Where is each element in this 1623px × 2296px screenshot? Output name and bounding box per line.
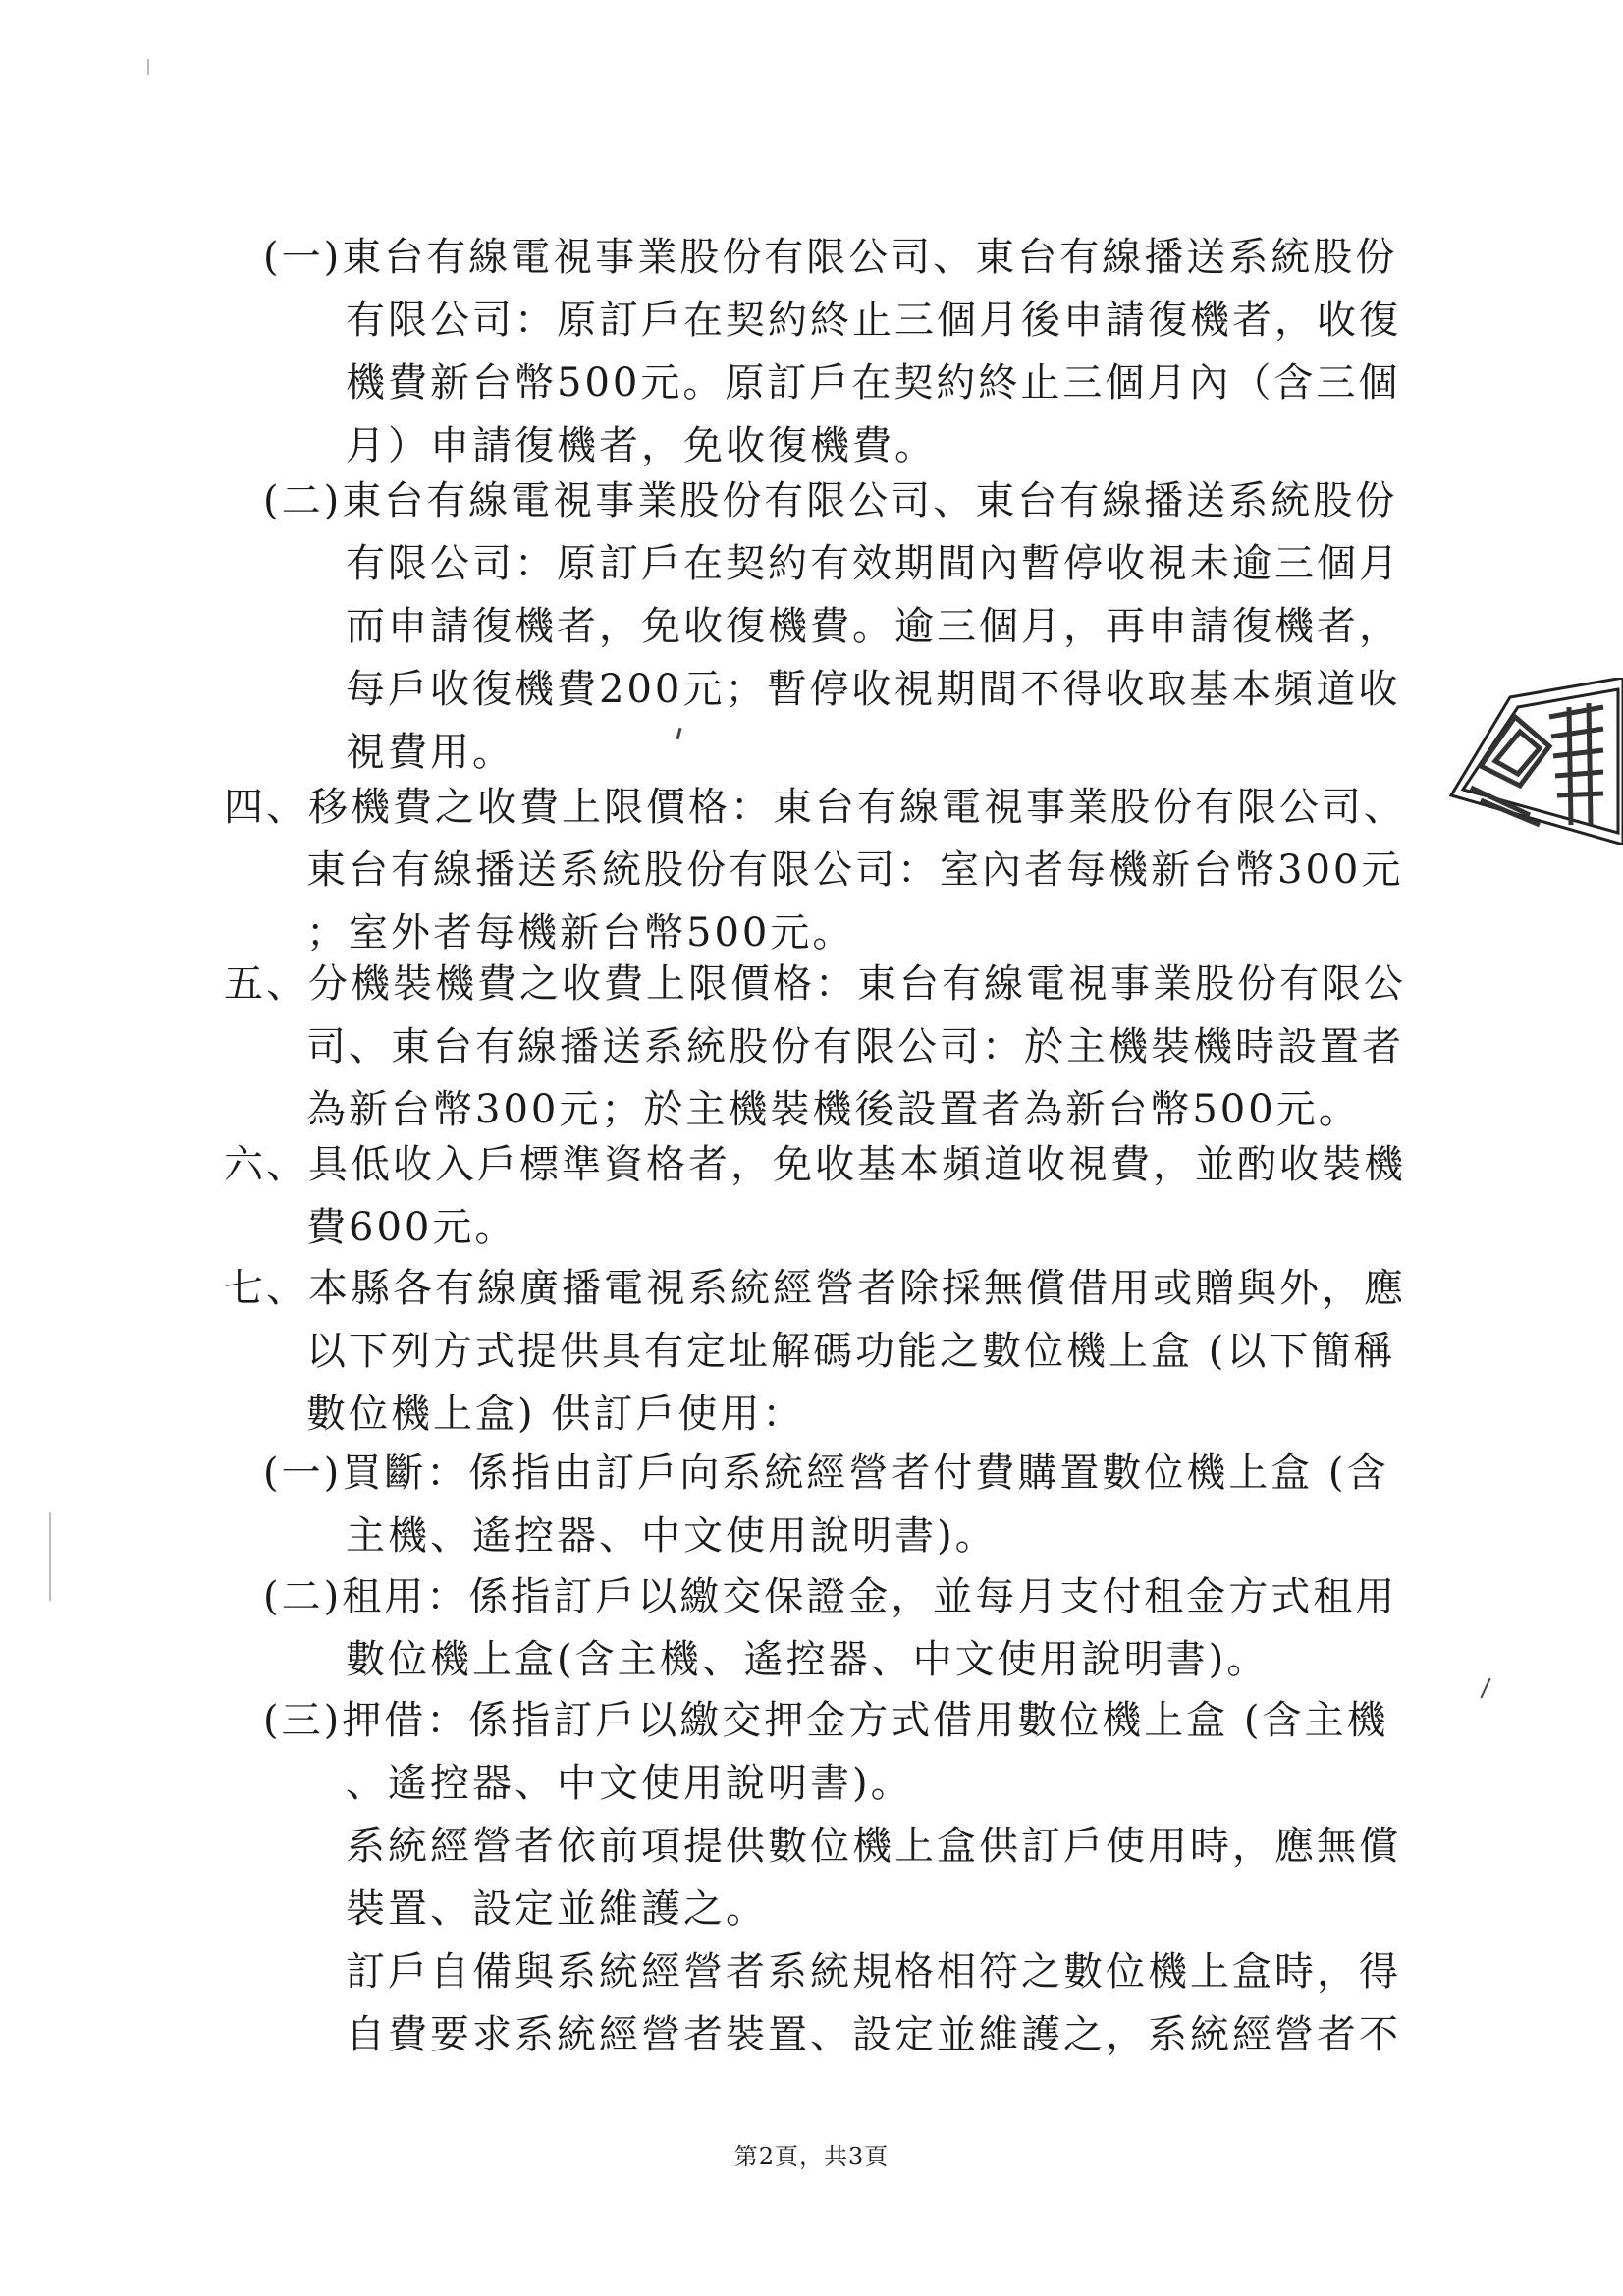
section-3-subitem-2 (263, 469, 1397, 532)
paragraph-line: 而申請復機者，免收復機費。逾三個月，再申請復機者， (346, 604, 1401, 649)
paragraph-line: 訂戶自備與系統經營者系統規格相符之數位機上盒時，得 (346, 1949, 1401, 1995)
paragraph-line: 有限公司：原訂戶在契約終止三個月後申請復機者，收復 (346, 298, 1401, 343)
section-7-subitem-2 (263, 1565, 1397, 1628)
paragraph-line: 裝置、設定並維護之。 (346, 1886, 768, 1932)
paragraph-line: 東台有線播送系統股份有限公司：室內者每機新台幣300元 (306, 847, 1404, 893)
paragraph-line: 數位機上盒(含主機、遙控器、中文使用說明書)。 (346, 1637, 1270, 1682)
section-6 (224, 1133, 1406, 1196)
paragraph-line: 東台有線電視事業股份有限公司、東台有線播送系統股份 (342, 235, 1398, 280)
section-3-subitem-2-cont (346, 532, 1401, 784)
paragraph-line: 、遙控器、中文使用說明書)。 (346, 1761, 913, 1806)
paragraph-line: 數位機上盒) 供訂戶使用： (306, 1392, 805, 1437)
section-3-subitem-1-cont (346, 289, 1401, 477)
paragraph-line: 七、本縣各有線廣播電視系統經營者除採無償借用或贈與外，應 (224, 1266, 1406, 1311)
section-4 (224, 776, 1406, 839)
section-7-subitem-1 (263, 1442, 1389, 1504)
section-7-subitem-2-cont (346, 1628, 1269, 1691)
paragraph-line: 機費新台幣500元。原訂戶在契約終止三個月內（含三個 (346, 360, 1401, 406)
page-number-footer: 第2頁，共3頁 (733, 2143, 890, 2170)
paragraph-line: 六、具低收入戶標準資格者，免收基本頻道收視費，並酌收裝機 (224, 1142, 1406, 1187)
scan-mark (49, 1512, 51, 1601)
section-5-cont (306, 1015, 1404, 1141)
official-seal-stamp (1441, 678, 1623, 845)
subitem-label: (一) (263, 235, 343, 280)
paragraph-line: 自費要求系統經營者裝置、設定並維護之，系統經營者不 (346, 2012, 1401, 2057)
paragraph-line: 司、東台有線播送系統股份有限公司：於主機裝機時設置者 (306, 1024, 1404, 1069)
paragraph-line: 有限公司：原訂戶在契約有效期間內暫停收視未逾三個月 (346, 541, 1401, 586)
section-6-cont (306, 1196, 516, 1259)
section-7-subitem-3-cont (346, 1752, 913, 1815)
section-7-subitem-3 (263, 1689, 1389, 1752)
paragraph-line: 每戶收復機費200元；暫停收視期間不得收取基本頻道收 (346, 667, 1401, 712)
paragraph-line: 費600元。 (306, 1205, 517, 1250)
section-7-subitem-1-cont (346, 1504, 998, 1567)
section-3-subitem-1 (263, 226, 1397, 289)
section-5 (224, 953, 1406, 1015)
subitem-label: (一) (263, 1450, 343, 1496)
paragraph-line: ；室外者每機新台幣500元。 (306, 910, 855, 956)
paragraph-line: 視費用。 (346, 730, 514, 775)
scan-mark (147, 59, 149, 75)
paragraph-line: 租用：係指訂戶以繳交保證金，並每月支付租金方式租用 (342, 1574, 1398, 1619)
paragraph-device-provision (346, 1815, 1401, 1941)
paragraph-line: 系統經營者依前項提供數位機上盒供訂戶使用時，應無償 (346, 1824, 1401, 1869)
paragraph-line: 為新台幣300元；於主機裝機後設置者為新台幣500元。 (306, 1087, 1361, 1132)
paragraph-line: 買斷：係指由訂戶向系統經營者付費購置數位機上盒 (含 (342, 1450, 1389, 1496)
paragraph-line: 主機、遙控器、中文使用說明書)。 (346, 1513, 998, 1558)
paragraph-line: 五、分機裝機費之收費上限價格：東台有線電視事業股份有限公 (224, 961, 1406, 1007)
subitem-label: (二) (263, 478, 343, 523)
section-4-cont (306, 839, 1403, 964)
subitem-label: (二) (263, 1574, 343, 1619)
paragraph-line: 四、移機費之收費上限價格：東台有線電視事業股份有限公司、 (224, 785, 1406, 830)
scan-mark (1480, 1678, 1490, 1699)
section-7 (224, 1257, 1406, 1320)
paragraph-line: 以下列方式提供具有定址解碼功能之數位機上盒 (以下簡稱 (306, 1329, 1396, 1374)
paragraph-line: 月）申請復機者，免收復機費。 (346, 423, 937, 468)
subitem-label: (三) (263, 1698, 343, 1743)
paragraph-self-provided-device (346, 1941, 1401, 2066)
paragraph-line: 東台有線電視事業股份有限公司、東台有線播送系統股份 (342, 478, 1398, 523)
section-7-cont (306, 1320, 1395, 1446)
paragraph-line: 押借：係指訂戶以繳交押金方式借用數位機上盒 (含主機 (342, 1698, 1389, 1743)
